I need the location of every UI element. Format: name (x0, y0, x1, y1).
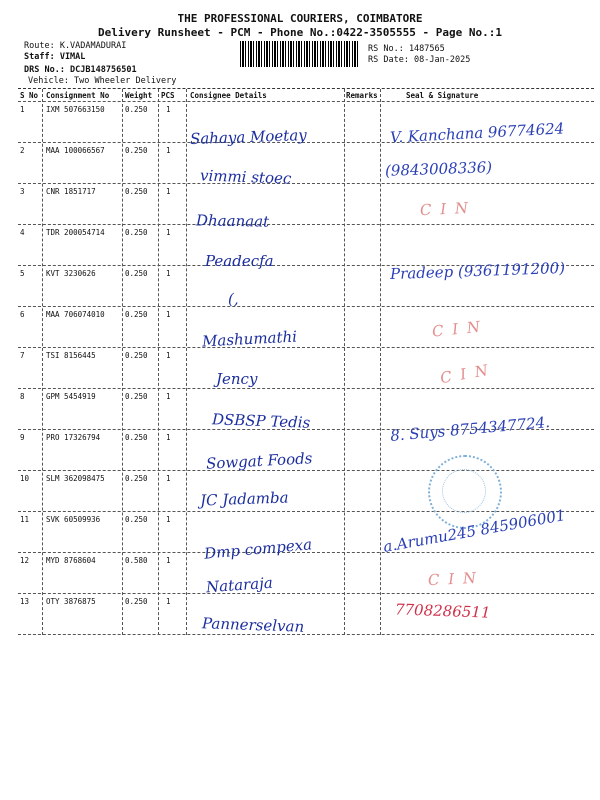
handwritten-signature: 8. Suys 8754347724. (389, 413, 551, 445)
row-divider (18, 593, 594, 594)
cell-pcs: 1 (166, 187, 171, 196)
rs-date: RS Date: 08-Jan-2025 (368, 55, 471, 65)
handwritten-consignee: vimmi stoec (199, 166, 292, 188)
cell-pcs: 1 (166, 228, 171, 237)
handwritten-consignee: Nataraja (205, 573, 274, 597)
cell-weight: 0.250 (125, 351, 148, 360)
route-label: Route: K.VADAMADURAI (24, 41, 127, 51)
cell-consignment: KVT 3230626 (46, 269, 96, 278)
handwritten-consignee: Dhaanaat (195, 211, 270, 231)
cell-consignment: IXM 507663150 (46, 105, 105, 114)
cell-consignment: MYD 8768604 (46, 556, 96, 565)
drs-number: DRS No.: DCJB148756501 (24, 65, 137, 75)
row-divider (18, 224, 594, 225)
handwritten-signature: C I N (438, 360, 492, 388)
handwritten-signature: 7708286511 (394, 600, 491, 622)
cell-pcs: 1 (166, 556, 171, 565)
cell-consignment: GPM 5454919 (46, 392, 96, 401)
handwritten-signature: a.Arumu245 845906001 (381, 506, 567, 556)
cell-sno: 11 (20, 515, 30, 524)
cell-consignment: MAA 100066567 (46, 146, 105, 155)
cell-weight: 0.250 (125, 474, 148, 483)
cell-sno: 1 (20, 105, 25, 114)
cell-pcs: 1 (166, 269, 171, 278)
col-weight: Weight (125, 91, 153, 100)
cell-consignment: OTY 3876875 (46, 597, 96, 606)
vehicle-label: Vehicle: Two Wheeler Delivery (28, 76, 177, 86)
handwritten-consignee: Peadecfa (205, 252, 274, 270)
cell-pcs: 1 (166, 392, 171, 401)
cell-pcs: 1 (166, 515, 171, 524)
cell-sno: 8 (20, 392, 25, 401)
cell-weight: 0.250 (125, 105, 148, 114)
row-divider (18, 306, 594, 307)
cell-weight: 0.250 (125, 187, 148, 196)
cell-sno: 10 (20, 474, 30, 483)
cell-weight: 0.250 (125, 146, 148, 155)
cell-consignment: SLM 362098475 (46, 474, 105, 483)
company-title: THE PROFESSIONAL COURIERS, COIMBATORE (177, 12, 423, 25)
row-divider (18, 511, 594, 512)
cell-weight: 0.250 (125, 392, 148, 401)
row-divider (18, 388, 594, 389)
row-divider (18, 470, 594, 471)
cell-pcs: 1 (166, 146, 171, 155)
handwritten-signature: V. Kanchana 96774624 (389, 119, 565, 147)
cell-weight: 0.250 (125, 597, 148, 606)
handwritten-consignee: (, (228, 290, 239, 308)
handwritten-signature: (9843008336) (384, 158, 493, 180)
row-divider (18, 634, 594, 635)
handwritten-signature: Pradeep (9361191200) (389, 258, 566, 284)
col-remarks: Remarks (346, 91, 378, 100)
col-signature: Seal & Signature (406, 91, 479, 100)
cell-sno: 12 (20, 556, 30, 565)
row-divider (18, 347, 594, 348)
cell-pcs: 1 (166, 597, 171, 606)
cell-sno: 13 (20, 597, 30, 606)
handwritten-consignee: Dmp compexa (203, 535, 313, 563)
col-pcs: PCS (161, 91, 175, 100)
cell-pcs: 1 (166, 474, 171, 483)
cell-weight: 0.580 (125, 556, 148, 565)
row-divider (18, 183, 594, 184)
handwritten-consignee: Jency (216, 370, 258, 388)
cell-sno: 9 (20, 433, 25, 442)
cell-consignment: TDR 200054714 (46, 228, 105, 237)
cell-sno: 5 (20, 269, 25, 278)
staff-label: Staff: VIMAL (24, 52, 86, 62)
col-consignee: Consignee Details (190, 91, 267, 100)
cell-pcs: 1 (166, 310, 171, 319)
cell-weight: 0.250 (125, 433, 148, 442)
col-sno: S No (20, 91, 39, 100)
cell-weight: 0.250 (125, 515, 148, 524)
handwritten-signature: C I N (419, 198, 471, 220)
cell-sno: 3 (20, 187, 25, 196)
rs-number: RS No.: 1487565 (368, 44, 445, 54)
cell-weight: 0.250 (125, 269, 148, 278)
cell-weight: 0.250 (125, 310, 148, 319)
cell-pcs: 1 (166, 351, 171, 360)
cell-sno: 2 (20, 146, 25, 155)
cell-sno: 6 (20, 310, 25, 319)
handwritten-consignee: JC Jadamba (199, 488, 289, 510)
col-consignment: Consignment No (46, 91, 110, 100)
cell-consignment: TSI 8156445 (46, 351, 96, 360)
handwritten-consignee: Mashumathi (201, 327, 298, 351)
handwritten-consignee: DSBSP Tedis (211, 410, 311, 432)
cell-consignment: CNR 1851717 (46, 187, 96, 196)
handwritten-consignee: Sowgat Foods (205, 449, 313, 473)
cell-sno: 7 (20, 351, 25, 360)
barcode-icon (240, 41, 360, 67)
runsheet-subtitle: Delivery Runsheet - PCM - Phone No.:0422-3505555 - Page No.:1 (98, 26, 502, 39)
cell-pcs: 1 (166, 433, 171, 442)
cell-pcs: 1 (166, 105, 171, 114)
cell-weight: 0.250 (125, 228, 148, 237)
handwritten-consignee: Sahaya Moetay (189, 125, 307, 149)
handwritten-signature: C I N (431, 317, 483, 341)
cell-consignment: MAA 706074010 (46, 310, 105, 319)
cell-consignment: SVK 60509936 (46, 515, 101, 524)
cell-sno: 4 (20, 228, 25, 237)
handwritten-signature: C I N (427, 568, 479, 590)
handwritten-consignee: Pannerselvan (201, 614, 305, 636)
cell-consignment: PRO 17326794 (46, 433, 101, 442)
